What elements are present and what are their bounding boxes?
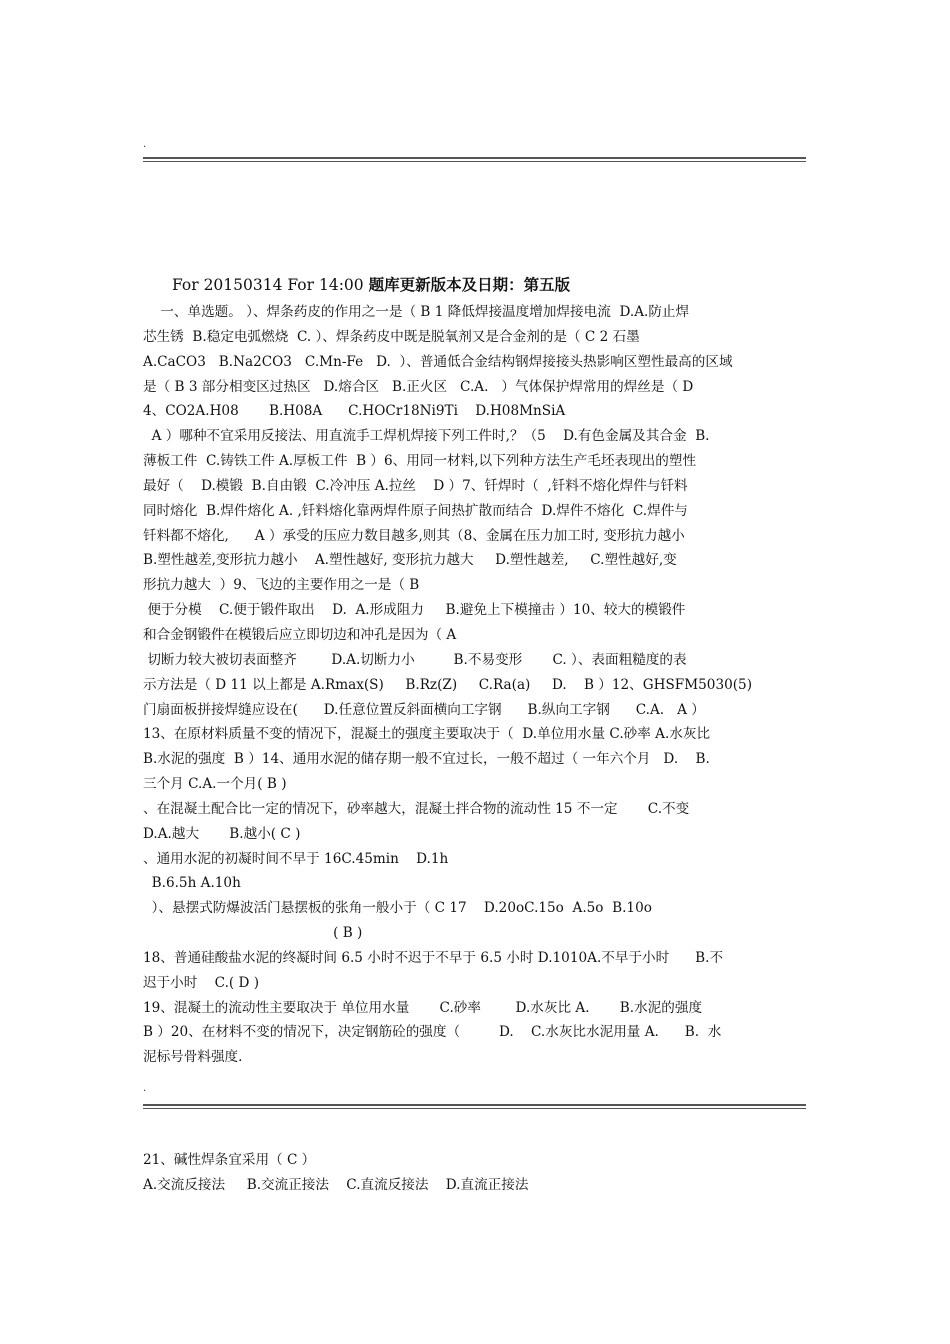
- text-line: B.6.5h A.10h: [143, 875, 241, 892]
- text-line: ( B ): [143, 925, 363, 942]
- text-line: 一、单选题。 ）、焊条药皮的作用之一是（ B 1 降低焊接温度增加焊接电流 D.A.防止焊: [143, 304, 690, 320]
- text-line: 19、混凝土的流动性主要取决于 单位用水量 C.砂率 D.水灰比 A. B.水泥的强度: [143, 999, 703, 1016]
- footer-dot: .: [143, 1083, 147, 1094]
- text-line: B.塑性越差,变形抗力越小 A.塑性越好, 变形抗力越大 D.塑性越差, C.塑性越好,变: [143, 552, 677, 569]
- text-line: ）、悬摆式防爆波活门悬摆板的张角一般小于（ C 17 D.20oC.15o A.5o B.10o: [143, 900, 652, 917]
- text-line: 三个月 C.A.一个月( B ): [143, 776, 287, 793]
- text-line: B ）20、在材料不变的情况下，决定钢筋砼的强度（ D. C.水灰比水泥用量 A. B. 水: [143, 1024, 722, 1041]
- text-line: A.CaCO3 B.Na2CO3 C.Mn-Fe D. ）、普通低合金结构钢焊接接头热影响区塑性最高的区域: [143, 353, 733, 370]
- text-line: 4、CO2A.H08 B.H08A C.HOCr18Ni9Ti D.H08MnSiA: [143, 403, 566, 420]
- text-line: 形抗力越大 ）9、飞边的主要作用之一是（ B: [143, 577, 420, 594]
- text-line: 、在混凝土配合比一定的情况下，砂率越大，混凝土拌合物的流动性 15 不一定 C.不变: [143, 800, 690, 817]
- text-line: 切断力较大被切表面整齐 D.A.切断力小 B.不易变形 C. ）、表面粗糙度的表: [143, 651, 687, 668]
- text-line: 13、在原材料质量不变的情况下，混凝土的强度主要取决于（ D.单位用水量 C.砂率 A.水灰比: [143, 726, 711, 743]
- text-line: 和合金钢锻件在模锻后应立即切边和冲孔是因为（ A: [143, 626, 457, 643]
- text-line: 示方法是（ D 11 以上都是 A.Rmax(S) B.Rz(Z) C.Ra(a) D. B ）12、GHSFM5030(5): [143, 676, 752, 693]
- text-line: 同时熔化 B.焊件熔化 A. ,钎料熔化靠两焊件原子间热扩散而结合 D.焊件不熔化 C.焊件与: [143, 502, 688, 519]
- header-rule: [143, 157, 806, 162]
- text-line: 18、普通硅酸盐水泥的终凝时间 6.5 小时不迟于不早于 6.5 小时 D.1010A.不早于小时 B.不: [143, 949, 724, 966]
- question-body: [143, 300, 808, 1070]
- text-line: B.水泥的强度 B ）14、通用水泥的储存期一般不宜过长，一般不超过（ 一年六个月 D. B.: [143, 751, 710, 768]
- text-line: 21、碱性焊条宜采用（ C ）: [143, 1152, 316, 1168]
- text-line: 是（ B 3 部分相变区过热区 D.熔合区 B.正火区 C.A. ）气体保护焊常用的焊丝是（ D: [143, 378, 694, 395]
- text-line: 薄板工件 C.铸铁工件 A.厚板工件 B ）6、用同一材料,以下列种方法生产毛坯表现出的塑性: [143, 453, 697, 470]
- text-line: 迟于小时 C.( D ): [143, 974, 260, 991]
- text-line: 最好（ D.模锻 B.自由锻 C.冷冲压 A.拉丝 D ）7、钎焊时（ ,钎料不熔化焊件与钎料: [143, 477, 688, 494]
- header-dot: .: [143, 139, 147, 150]
- text-line: 钎料都不熔化, A ）承受的压应力数目越多,则其（8、金属在压力加工时, 变形抗力越小: [143, 527, 685, 544]
- document-title: [172, 274, 570, 296]
- text-line: 芯生锈 B.稳定电弧燃烧 C. ）、焊条药皮中既是脱氧剂又是合金剂的是（ C 2 石墨: [143, 328, 640, 345]
- text-line: 、通用水泥的初凝时间不早于 16C.45min D.1h: [143, 850, 449, 867]
- text-line: 泥标号骨料强度.: [143, 1049, 243, 1066]
- text-line: 便于分模 C.便于锻件取出 D. A.形成阻力 B.避免上下模撞击 ）10、较大的模锻件: [143, 602, 686, 619]
- question-continuation: [143, 1148, 808, 1198]
- footer-rule: [143, 1104, 806, 1109]
- title-bold: 题库更新版本及日期：第五版: [368, 275, 571, 294]
- text-line: 门扇面板拼接焊缝应设在( D.任意位置反斜面横向工字钢 B.纵向工字钢 C.A. A ）: [143, 701, 705, 718]
- text-line: A ）哪种不宜采用反接法、用直流手工焊机焊接下列工件时,？（5 D.有色金属及其合金 B.: [143, 428, 710, 445]
- title-prefix: For 20150314 For 14:00: [172, 276, 369, 294]
- text-line: A.交流反接法 B.交流正接法 C.直流反接法 D.直流正接法: [143, 1176, 529, 1193]
- text-line: D.A.越大 B.越小( C ): [143, 825, 301, 842]
